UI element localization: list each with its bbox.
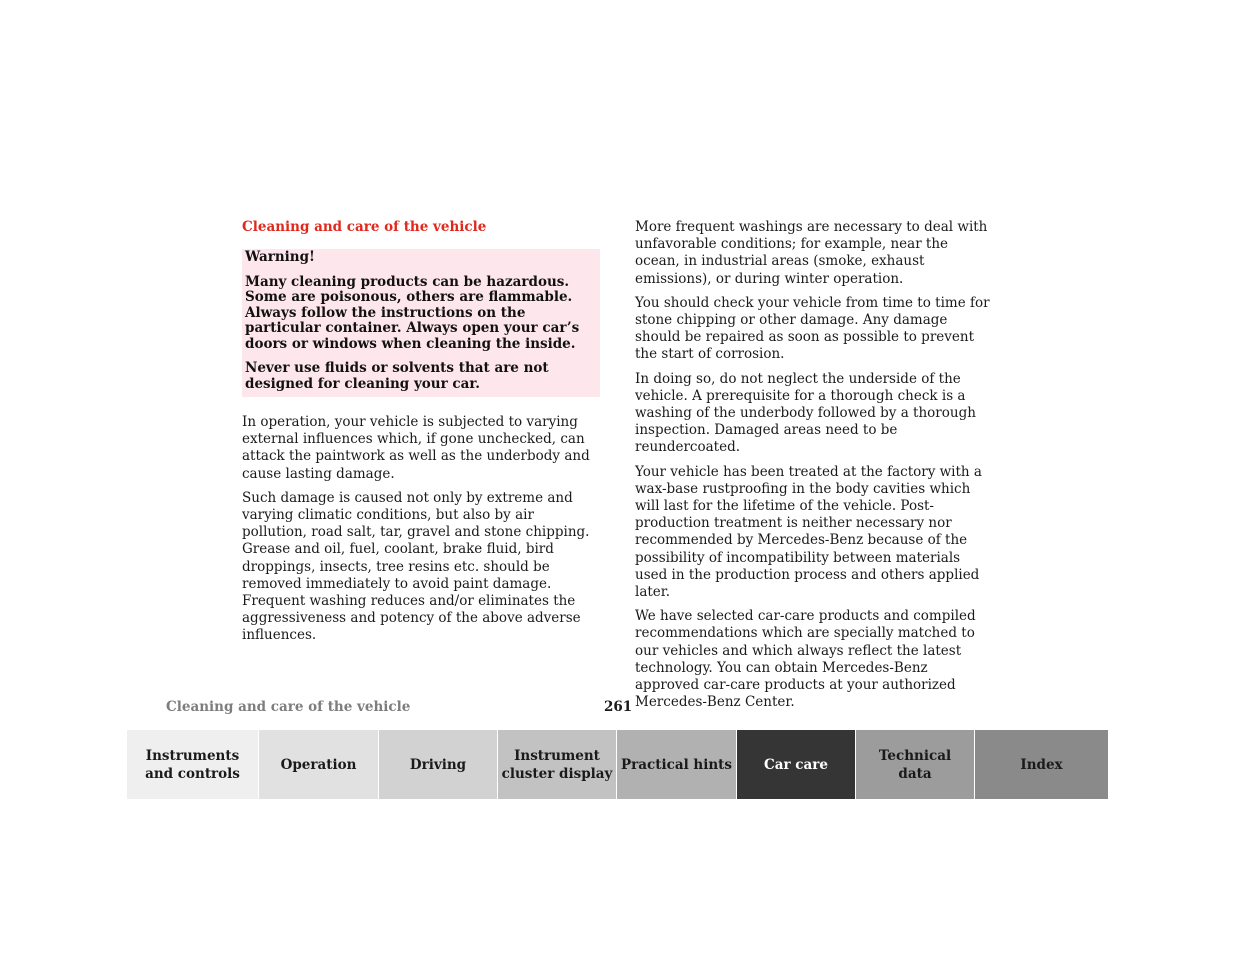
body-paragraph: We have selected car-care products and compiled recommendations which are specially matched to our vehicles and which always reflect the latest technology. You can obtain Mercedes-Benz approved car-care products at your authorized Mercedes-Benz Center. [635,608,976,711]
warning-box [242,249,600,397]
nav-tab-driving[interactable] [379,730,498,799]
nav-tab-technical-data[interactable] [856,730,975,799]
nav-tab-operation[interactable] [259,730,379,799]
nav-tab-instrument-cluster-display[interactable] [498,730,617,799]
body-paragraph: In operation, your vehicle is subjected to varying external influences which, if gone unchecked, can attack the paintwork as well as the underbody and cause lasting damage. [242,414,590,482]
nav-tab-label: Car care [764,756,828,773]
footer-section-label: Cleaning and care of the vehicle [166,699,411,715]
body-paragraph: Your vehicle has been treated at the factory with a wax-base rustproofing in the body cavities which will last for the lifetime of the vehicle. Post-production treatment is neither necessary nor recommended by Mercedes-Benz because of the possibility of incompatibility between materials used in the production process and others applied later. [635,463,982,601]
nav-tab-practical-hints[interactable] [617,730,737,799]
warning-paragraph: Never use fluids or solvents that are not designed for cleaning your car. [245,360,549,392]
warning-title: Warning! [245,249,315,265]
section-title: Cleaning and care of the vehicle [242,219,487,235]
body-paragraph: You should check your vehicle from time to time for stone chipping or other damage. Any damage should be repaired as soon as possible to prevent the start of corrosion. [635,294,990,363]
body-paragraph: Such damage is caused not only by extreme and varying climatic conditions, but also by air pollution, road salt, tar, gravel and stone chipping. Grease and oil, fuel, coolant, brake fluid, bird droppings, insects, tree resins etc. should be removed immediately to avoid paint damage. Frequent washing reduces and/or eliminates the aggressiveness and potency of the above adverse influences. [242,489,590,644]
nav-tab-label: Index [1020,756,1063,773]
nav-tab-label: Instruments and controls [145,747,240,782]
nav-tab-index[interactable] [975,730,1108,799]
nav-tab-label: Instrument cluster display [501,747,613,782]
nav-tab-label: Practical hints [621,756,732,773]
body-paragraph: In doing so, do not neglect the underside of the vehicle. A prerequisite for a thorough check is a washing of the underbody followed by a thorough inspection. Damaged areas need to be reundercoated. [635,370,976,456]
page-number: 261 [604,699,633,715]
body-paragraph: More frequent washings are necessary to deal with unfavorable conditions; for example, near the ocean, in industrial areas (smoke, exhaust emissions), or during winter operation. [635,219,988,287]
nav-tab-label: Technical data [878,747,952,782]
right-column [635,219,995,718]
nav-tab-label: Operation [280,756,357,773]
warning-paragraph: Many cleaning products can be hazardous. Some are poisonous, others are flammable. Always follow the instructions on the particular container. Always open your car’s doors or windows when cleaning the inside. [245,273,580,352]
left-column [242,219,600,652]
nav-tab-label: Driving [409,756,467,773]
chapter-nav [127,730,1108,799]
nav-tab-car-care[interactable] [737,730,856,799]
nav-tab-instruments-and-controls[interactable] [127,730,259,799]
